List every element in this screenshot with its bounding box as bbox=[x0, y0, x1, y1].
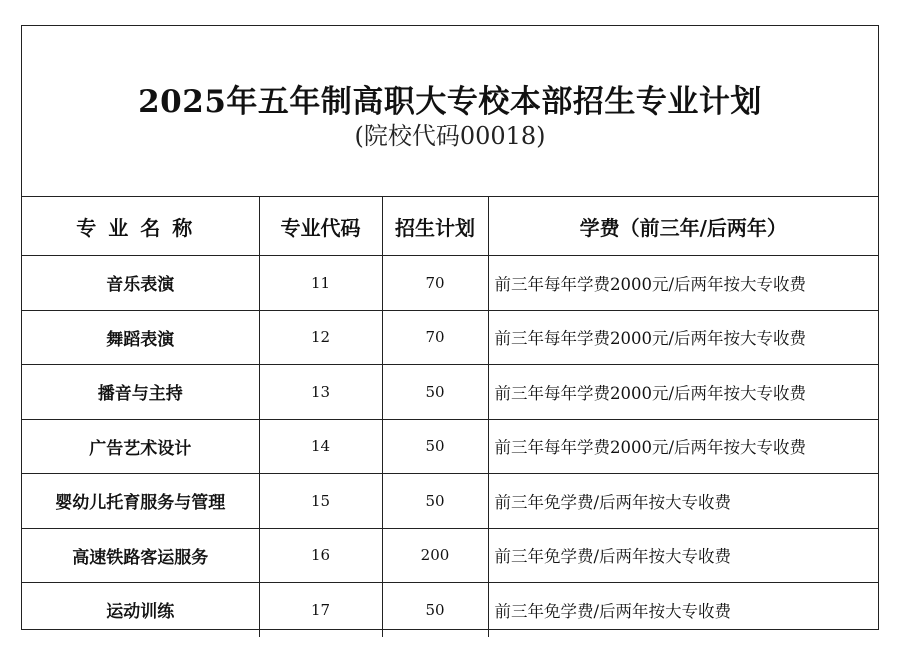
table-row bbox=[22, 256, 878, 311]
tuition-fee: 前三年免学费/后两年按大专收费 bbox=[488, 583, 878, 637]
header-fee: 学费（前三年/后两年） bbox=[488, 197, 878, 256]
tuition-fee: 前三年每年学费2000元/后两年按大专收费 bbox=[488, 365, 878, 420]
tuition-fee: 前三年每年学费2000元/后两年按大专收费 bbox=[488, 419, 878, 474]
table-row bbox=[22, 528, 878, 583]
enrollment-table bbox=[22, 197, 878, 637]
major-name: 舞蹈表演 bbox=[22, 310, 259, 365]
major-name: 高速铁路客运服务 bbox=[22, 528, 259, 583]
page-subtitle: (院校代码00018) bbox=[354, 122, 546, 150]
tuition-fee: 前三年免学费/后两年按大专收费 bbox=[488, 528, 878, 583]
enrollment-plan: 70 bbox=[382, 256, 488, 311]
enrollment-plan: 50 bbox=[382, 419, 488, 474]
table-row bbox=[22, 474, 878, 529]
tuition-fee: 前三年免学费/后两年按大专收费 bbox=[488, 474, 878, 529]
table-header-row bbox=[22, 197, 878, 256]
major-code: 14 bbox=[259, 419, 382, 474]
table-row bbox=[22, 583, 878, 637]
major-name: 婴幼儿托育服务与管理 bbox=[22, 474, 259, 529]
major-code: 11 bbox=[259, 256, 382, 311]
major-name: 播音与主持 bbox=[22, 365, 259, 420]
major-code: 17 bbox=[259, 583, 382, 637]
tuition-fee: 前三年每年学费2000元/后两年按大专收费 bbox=[488, 256, 878, 311]
table-row bbox=[22, 419, 878, 474]
major-name: 运动训练 bbox=[22, 583, 259, 637]
header-plan: 招生计划 bbox=[382, 197, 488, 256]
table-row bbox=[22, 365, 878, 420]
major-code: 13 bbox=[259, 365, 382, 420]
header-name: 专业名称 bbox=[22, 197, 259, 256]
title-block bbox=[22, 26, 878, 197]
table-row bbox=[22, 310, 878, 365]
major-code: 15 bbox=[259, 474, 382, 529]
enrollment-plan: 50 bbox=[382, 474, 488, 529]
page-title: 2025年五年制高职大专校本部招生专业计划 bbox=[138, 84, 762, 120]
enrollment-plan: 200 bbox=[382, 528, 488, 583]
tuition-fee: 前三年每年学费2000元/后两年按大专收费 bbox=[488, 310, 878, 365]
header-code: 专业代码 bbox=[259, 197, 382, 256]
enrollment-plan: 70 bbox=[382, 310, 488, 365]
major-name: 音乐表演 bbox=[22, 256, 259, 311]
enrollment-plan-sheet bbox=[21, 25, 879, 630]
enrollment-plan: 50 bbox=[382, 365, 488, 420]
major-code: 12 bbox=[259, 310, 382, 365]
enrollment-plan: 50 bbox=[382, 583, 488, 637]
major-name: 广告艺术设计 bbox=[22, 419, 259, 474]
major-code: 16 bbox=[259, 528, 382, 583]
